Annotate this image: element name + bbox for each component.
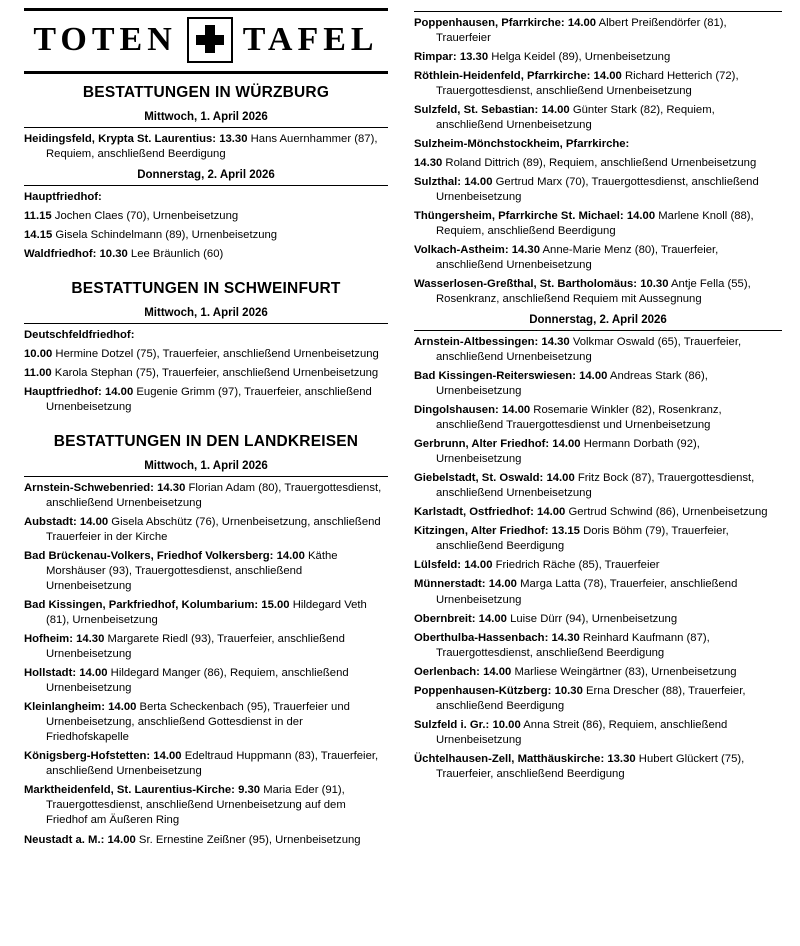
entry-time: 10.30 [554,684,583,697]
entry-text: Marliese Weingärtner (83), Urnenbeisetzung [511,665,737,678]
funeral-entry [414,718,782,748]
entry-text: Käthe Morshäuser (93), Trauergottesdienst, anschließend Urnenbeisetzung [46,550,338,593]
entry-line [414,752,782,782]
entry-time: 10.30 [640,278,669,291]
entry-text: Hildegard Manger (86), Requiem, anschließend Urnenbeisetzung [46,667,349,695]
entry-place: Röthlein-Heidenfeld, Pfarrkirche: [414,70,591,83]
entry-line [414,437,782,467]
entry-place: Sulzfeld, St. Sebastian: [414,104,539,117]
entry-place: Königsberg-Hofstetten: [24,750,151,763]
funeral-entry [414,50,782,65]
entry-time: 14.00 [478,612,507,625]
entry-time: 14.00 [464,559,493,572]
entry-time: 14.00 [593,70,622,83]
entry-line [24,481,388,511]
entry-text: Hubert Glückert (75), Trauerfeier, anschließend Beerdigung [436,752,745,780]
entry-line [414,369,782,399]
entry-place: Oberthulba-Hassenbach: [414,631,549,644]
entry-place: Arnstein-Altbessingen: [414,336,539,349]
entry-line [414,665,782,680]
entry-line [24,549,388,594]
entry-line [414,277,782,307]
entry-time: 14.00 [464,176,493,189]
entry-place: Heidingsfeld, Krypta St. Laurentius: [24,133,217,145]
entry-time: 14.15 [24,229,53,242]
section-title: BESTATTUNGEN IN DEN LANDKREISEN [53,433,359,451]
entry-text: Florian Adam (80), Trauergottesdienst, anschließend Urnenbeisetzung [46,482,382,510]
entry-text: Anna Streit (86), Requiem, anschließend Urnenbeisetzung [436,718,728,746]
date-heading: Donnerstag, 2. April 2026 [137,169,275,182]
entry-text: Antje Fella (55), Rosenkranz, anschließend Requiem mit Aussegnung [436,278,751,306]
divider [24,323,388,324]
entry-text: Anne-Marie Menz (80), Trauerfeier, anschließend Urnenbeisetzung [436,244,719,272]
entry-place: Arnstein-Schwebenried: [24,482,154,495]
entry-line [24,666,388,696]
funeral-entry [414,752,782,782]
entry-time: 14.30 [76,633,105,646]
entry-time: 14.00 [579,370,608,383]
entry-line [414,577,782,607]
entry-time: 14.00 [79,667,108,680]
funeral-entry [24,481,388,511]
entry-line [414,612,782,627]
entry-text: Reinhard Kaufmann (87), Trauergottesdienst, anschließend Beerdigung [436,631,710,659]
entry-place: Hauptfriedhof: [24,191,102,204]
entry-text: Marlene Knoll (88), Requiem, anschließend Beerdigung [436,210,754,238]
funeral-entry [24,190,388,243]
entry-line [24,366,388,381]
entry-text: Gisela Abschütz (76), Urnenbeisetzung, anschließend Trauerfeier in der Kirche [46,516,381,544]
entry-text: Edeltraud Huppmann (83), Trauerfeier, anschließend Urnenbeisetzung [46,750,379,778]
entry-line [414,471,782,501]
entry-time: 14.00 [107,833,136,846]
masthead [24,8,388,74]
funeral-entry [24,749,388,779]
entry-text: Luise Dürr (94), Urnenbeisetzung [506,612,678,625]
entry-time: 13.30 [219,133,248,145]
funeral-entry [414,69,782,99]
funeral-entry [24,515,388,545]
funeral-entry [24,328,388,381]
entry-text: Jochen Claes (70), Urnenbeisetzung [51,210,239,223]
entry-place: Neustadt a. M.: [24,833,105,846]
entry-time: 10.00 [24,348,53,361]
entry-time: 14.00 [626,210,656,223]
entry-time: 11.00 [24,367,52,380]
entry-text: Doris Böhm (79), Trauerfeier, anschließend Beerdigung [436,525,729,553]
funeral-entry [414,577,782,607]
entry-place: Karlstadt, Ostfriedhof: [414,506,534,519]
entry-place: Deutschfeldfriedhof: [24,329,135,342]
funeral-entry [414,471,782,501]
date-heading: Mittwoch, 1. April 2026 [144,307,268,320]
masthead-word-right: TAFEL [242,21,379,58]
entry-place: Bad Kissingen-Reiterswiesen: [414,370,576,383]
funeral-entry [24,783,388,828]
entry-line [24,749,388,779]
entry-text: Eugenie Grimm (97), Trauerfeier, anschließend Urnenbeisetzung [46,386,372,414]
entry-time: 14.00 [153,750,182,763]
entry-place: Obernbreit: [414,612,476,625]
entry-text: Maria Eder (91), Trauergottesdienst, anschließend Urnenbeisetzung auf dem Friedhof am Äußeren Ring [46,784,346,827]
funeral-entry [414,369,782,399]
entry-time: 14.00 [537,506,566,519]
funeral-entry [414,175,782,205]
funeral-entry [414,335,782,365]
left-sections [24,84,388,848]
entry-place: Münnerstadt: [414,578,486,591]
entry-text: Marga Latta (78), Trauerfeier, anschließend Urnenbeisetzung [436,578,738,606]
entry-place: Poppenhausen-Kützberg: [414,684,552,697]
entry-place: Volkach-Astheim: [414,244,509,257]
entry-line [414,684,782,714]
entry-line [24,247,388,262]
funeral-entry [414,137,782,171]
entry-text: Lee Bräunlich (60) [127,248,224,261]
funeral-entry [414,558,782,573]
entry-place: Üchtelhausen-Zell, Matthäuskirche: [414,752,605,765]
entry-line [24,632,388,662]
entry-line [414,175,782,205]
entry-line [24,598,388,628]
entry-line [414,137,782,152]
entry-text: Gertrud Marx (70), Trauergottesdienst, anschließend Urnenbeisetzung [436,176,759,204]
funeral-entry [414,243,782,273]
entry-text: Roland Dittrich (89), Requiem, anschließend Urnenbeisetzung [442,157,757,170]
entry-time: 13.30 [607,752,636,765]
entry-time: 14.00 [552,438,581,451]
funeral-entry [414,277,782,307]
entry-text: Albert Preißendörfer (81), Trauerfeier [436,17,727,45]
entry-text: Erna Drescher (88), Trauerfeier, anschließend Beerdigung [436,684,746,712]
entry-time: 14.00 [546,472,575,485]
entry-place: Hauptfriedhof: [24,386,102,399]
funeral-entry [24,598,388,628]
entry-place: Marktheidenfeld, St. Laurentius-Kirche: [24,784,235,797]
entry-text: Fritz Bock (87), Trauergottesdienst, anschließend Urnenbeisetzung [436,472,755,500]
entry-time: 10.00 [492,718,521,731]
entry-line [24,700,388,745]
entry-line [414,209,782,239]
entry-line [414,16,782,46]
entry-line [24,833,388,848]
funeral-entry [414,103,782,133]
entry-line [414,50,782,65]
entry-line [24,228,388,243]
entry-text: Gertrud Schwind (86), Urnenbeisetzung [565,506,768,519]
entry-line [414,103,782,133]
entry-time: 14.00 [488,578,517,591]
entry-time: 14.30 [414,157,443,170]
section-title: BESTATTUNGEN IN SCHWEINFURT [71,280,341,298]
date-heading: Mittwoch, 1. April 2026 [144,111,268,123]
entry-text: Richard Hetterich (72), Trauergottesdienst, anschließend Urnenbeisetzung [436,70,739,98]
funeral-entry [24,132,388,162]
entry-time: 14.00 [108,701,137,714]
entry-time: 11.15 [24,210,52,223]
funeral-entry [414,665,782,680]
entry-line [414,631,782,661]
entry-place: Kitzingen, Alter Friedhof: [414,525,549,538]
entry-place: Gerbrunn, Alter Friedhof: [414,438,550,451]
entry-time: 14.00 [541,104,570,117]
entry-time: 13.15 [551,525,580,538]
funeral-entry [24,666,388,696]
entry-time: 10.30 [99,248,128,261]
entry-place: Thüngersheim, Pfarrkirche St. Michael: [414,210,624,223]
left-column [10,8,400,940]
cross-icon [187,17,233,63]
funeral-entry [24,700,388,745]
entry-line [24,132,388,162]
entry-time: 14.30 [511,244,540,257]
entry-line [414,718,782,748]
entry-line [24,385,388,415]
right-column [400,8,790,940]
entry-place: Hofheim: [24,633,73,646]
entry-text: Sr. Ernestine Zeißner (95), Urnenbeisetzung [135,833,361,846]
entry-text: Hermine Dotzel (75), Trauerfeier, anschließend Urnenbeisetzung [52,348,379,361]
date-heading: Donnerstag, 2. April 2026 [529,314,667,327]
funeral-entry [414,16,782,46]
entry-line [24,209,388,224]
entry-place: Sulzthal: [414,176,462,189]
funeral-entry [24,549,388,594]
divider [414,330,782,331]
entry-time: 15.00 [261,599,290,612]
entry-time: 14.30 [551,631,580,644]
entry-time: 13.30 [459,51,489,64]
entry-place: Bad Brückenau-Volkers, Friedhof Volkersberg: [24,550,274,563]
entry-place: Waldfriedhof: [24,248,97,261]
entry-line [414,403,782,433]
entry-time: 14.00 [104,386,134,399]
divider [414,11,782,12]
date-heading: Mittwoch, 1. April 2026 [144,460,268,473]
funeral-entry [414,612,782,627]
entry-line [414,524,782,554]
entry-line [24,783,388,828]
entry-text: Gisela Schindelmann (89), Urnenbeisetzung [52,229,278,242]
entry-text: Friedrich Räche (85), Trauerfeier [492,559,660,572]
entry-time: 9.30 [238,784,261,797]
entry-text: Berta Scheckenbach (95), Trauerfeier und Urnenbeisetzung, anschließend Gottesdienst in der Friedhofskapelle [46,701,350,744]
entry-place: Lülsfeld: [414,559,462,572]
entry-place: Hollstadt: [24,667,77,680]
divider [24,127,388,128]
entry-text: Andreas Stark (86), Urnenbeisetzung [436,370,708,398]
entry-time: 14.00 [483,665,512,678]
entry-line [414,69,782,99]
entry-text: Günter Stark (82), Requiem, anschließend Urnenbeisetzung [436,104,715,132]
funeral-entry [414,524,782,554]
entry-line [414,156,782,171]
funeral-entry [414,403,782,433]
entry-line [414,335,782,365]
entry-place: Rimpar: [414,51,457,64]
entry-line [24,190,388,205]
entry-time: 14.00 [79,516,109,529]
entry-time: 14.00 [567,17,597,29]
funeral-entry [414,631,782,661]
funeral-entry [24,833,388,848]
entry-place: Giebelstadt, St. Oswald: [414,472,544,485]
entry-text: Hildegard Veth (81), Urnenbeisetzung [46,599,367,627]
entry-text: Hermann Dorbath (92), Urnenbeisetzung [436,438,700,466]
entry-place: Sulzheim-Mönchstockheim, Pfarrkirche: [414,138,630,151]
entry-line [414,558,782,573]
section-title: BESTATTUNGEN IN WÜRZBURG [82,84,330,101]
funeral-entry [414,437,782,467]
funeral-entry [24,385,388,415]
entry-place: Aubstadt: [24,516,77,529]
entry-time: 14.00 [276,550,305,563]
entry-text: Hans Auernhammer (87), Requiem, anschließend Beerdigung [46,133,378,161]
entry-place: Wasserlosen-Greßthal, St. Bartholomäus: [414,278,638,291]
entry-time: 14.30 [541,336,570,349]
funeral-entry [414,684,782,714]
entry-place: Oerlenbach: [414,665,480,678]
entry-place: Dingolshausen: [414,404,499,417]
entry-text: Karola Stephan (75), Trauerfeier, anschließend Urnenbeisetzung [51,367,379,380]
entry-line [24,328,388,343]
funeral-entry [414,209,782,239]
entry-place: Poppenhausen, Pfarrkirche: [414,17,565,29]
funeral-entry [24,632,388,662]
entry-place: Bad Kissingen, Parkfriedhof, Kolumbarium: [24,599,259,612]
masthead-word-left: TOTEN [33,21,177,58]
entry-place: Sulzfeld i. Gr.: [414,718,490,731]
entry-text: Helga Keidel (89), Urnenbeisetzung [488,51,671,64]
entry-time: 14.00 [501,404,531,417]
funeral-entry [24,247,388,262]
entry-line [24,347,388,362]
entry-text: Margarete Riedl (93), Trauerfeier, anschließend Urnenbeisetzung [46,633,345,661]
right-sections [414,11,782,782]
entry-text: Rosemarie Winkler (82), Rosenkranz, anschließend Trauergottesdienst und Urnenbeisetzung [436,404,722,432]
entry-place: Kleinlangheim: [24,701,105,714]
entry-line [414,505,782,520]
divider [24,476,388,477]
entry-text: Volkmar Oswald (65), Trauerfeier, anschließend Urnenbeisetzung [436,336,742,364]
entry-line [414,243,782,273]
funeral-entry [414,505,782,520]
entry-time: 14.30 [157,482,186,495]
entry-line [24,515,388,545]
divider [24,185,388,186]
